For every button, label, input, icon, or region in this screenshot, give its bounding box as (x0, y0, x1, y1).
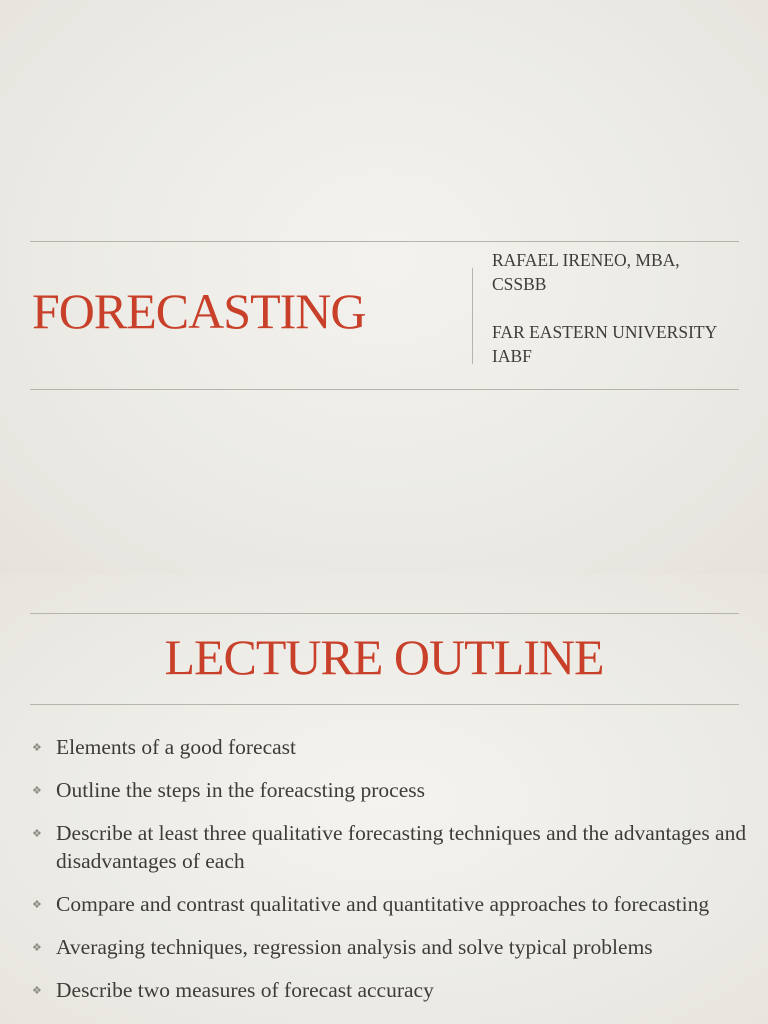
diamond-bullet-icon: ❖ (32, 785, 42, 797)
diamond-bullet-icon: ❖ (32, 899, 42, 911)
author-block (492, 248, 742, 368)
author-spacer (492, 296, 742, 320)
list-item (30, 733, 750, 761)
diamond-bullet-icon: ❖ (32, 742, 42, 754)
title-top-rule (30, 241, 739, 242)
author-name: RAFAEL IRENEO, MBA, (492, 250, 680, 270)
list-item (30, 776, 750, 804)
list-item (30, 976, 750, 1004)
list-item-text: Describe at least three qualitative forecasting techniques and the advantages and disadvantages of each (56, 821, 747, 873)
list-item-text: Compare and contrast qualitative and quantitative approaches to forecasting (56, 892, 710, 916)
list-item-text: Outline the steps in the foreacsting process (56, 778, 425, 802)
outline-bottom-rule (30, 704, 739, 705)
outline-list (30, 733, 750, 1019)
title-bottom-rule (30, 389, 739, 390)
list-item (30, 819, 750, 875)
affiliation-name: FAR EASTERN UNIVERSITY (492, 322, 718, 342)
diamond-bullet-icon: ❖ (32, 985, 42, 997)
diamond-bullet-icon: ❖ (32, 828, 42, 840)
author-credential: CSSBB (492, 274, 547, 294)
slide-title: FORECASTING (32, 283, 366, 339)
list-item-text: Averaging techniques, regression analysis and solve typical problems (56, 935, 653, 959)
list-item (30, 890, 750, 918)
list-item (30, 933, 750, 961)
title-vertical-divider (472, 268, 473, 364)
list-item-text: Describe two measures of forecast accuracy (56, 978, 434, 1002)
outline-top-rule (30, 613, 739, 614)
diamond-bullet-icon: ❖ (32, 942, 42, 954)
list-item-text: Elements of a good forecast (56, 735, 296, 759)
outline-title: LECTURE OUTLINE (164, 629, 604, 685)
affiliation-unit: IABF (492, 346, 532, 366)
